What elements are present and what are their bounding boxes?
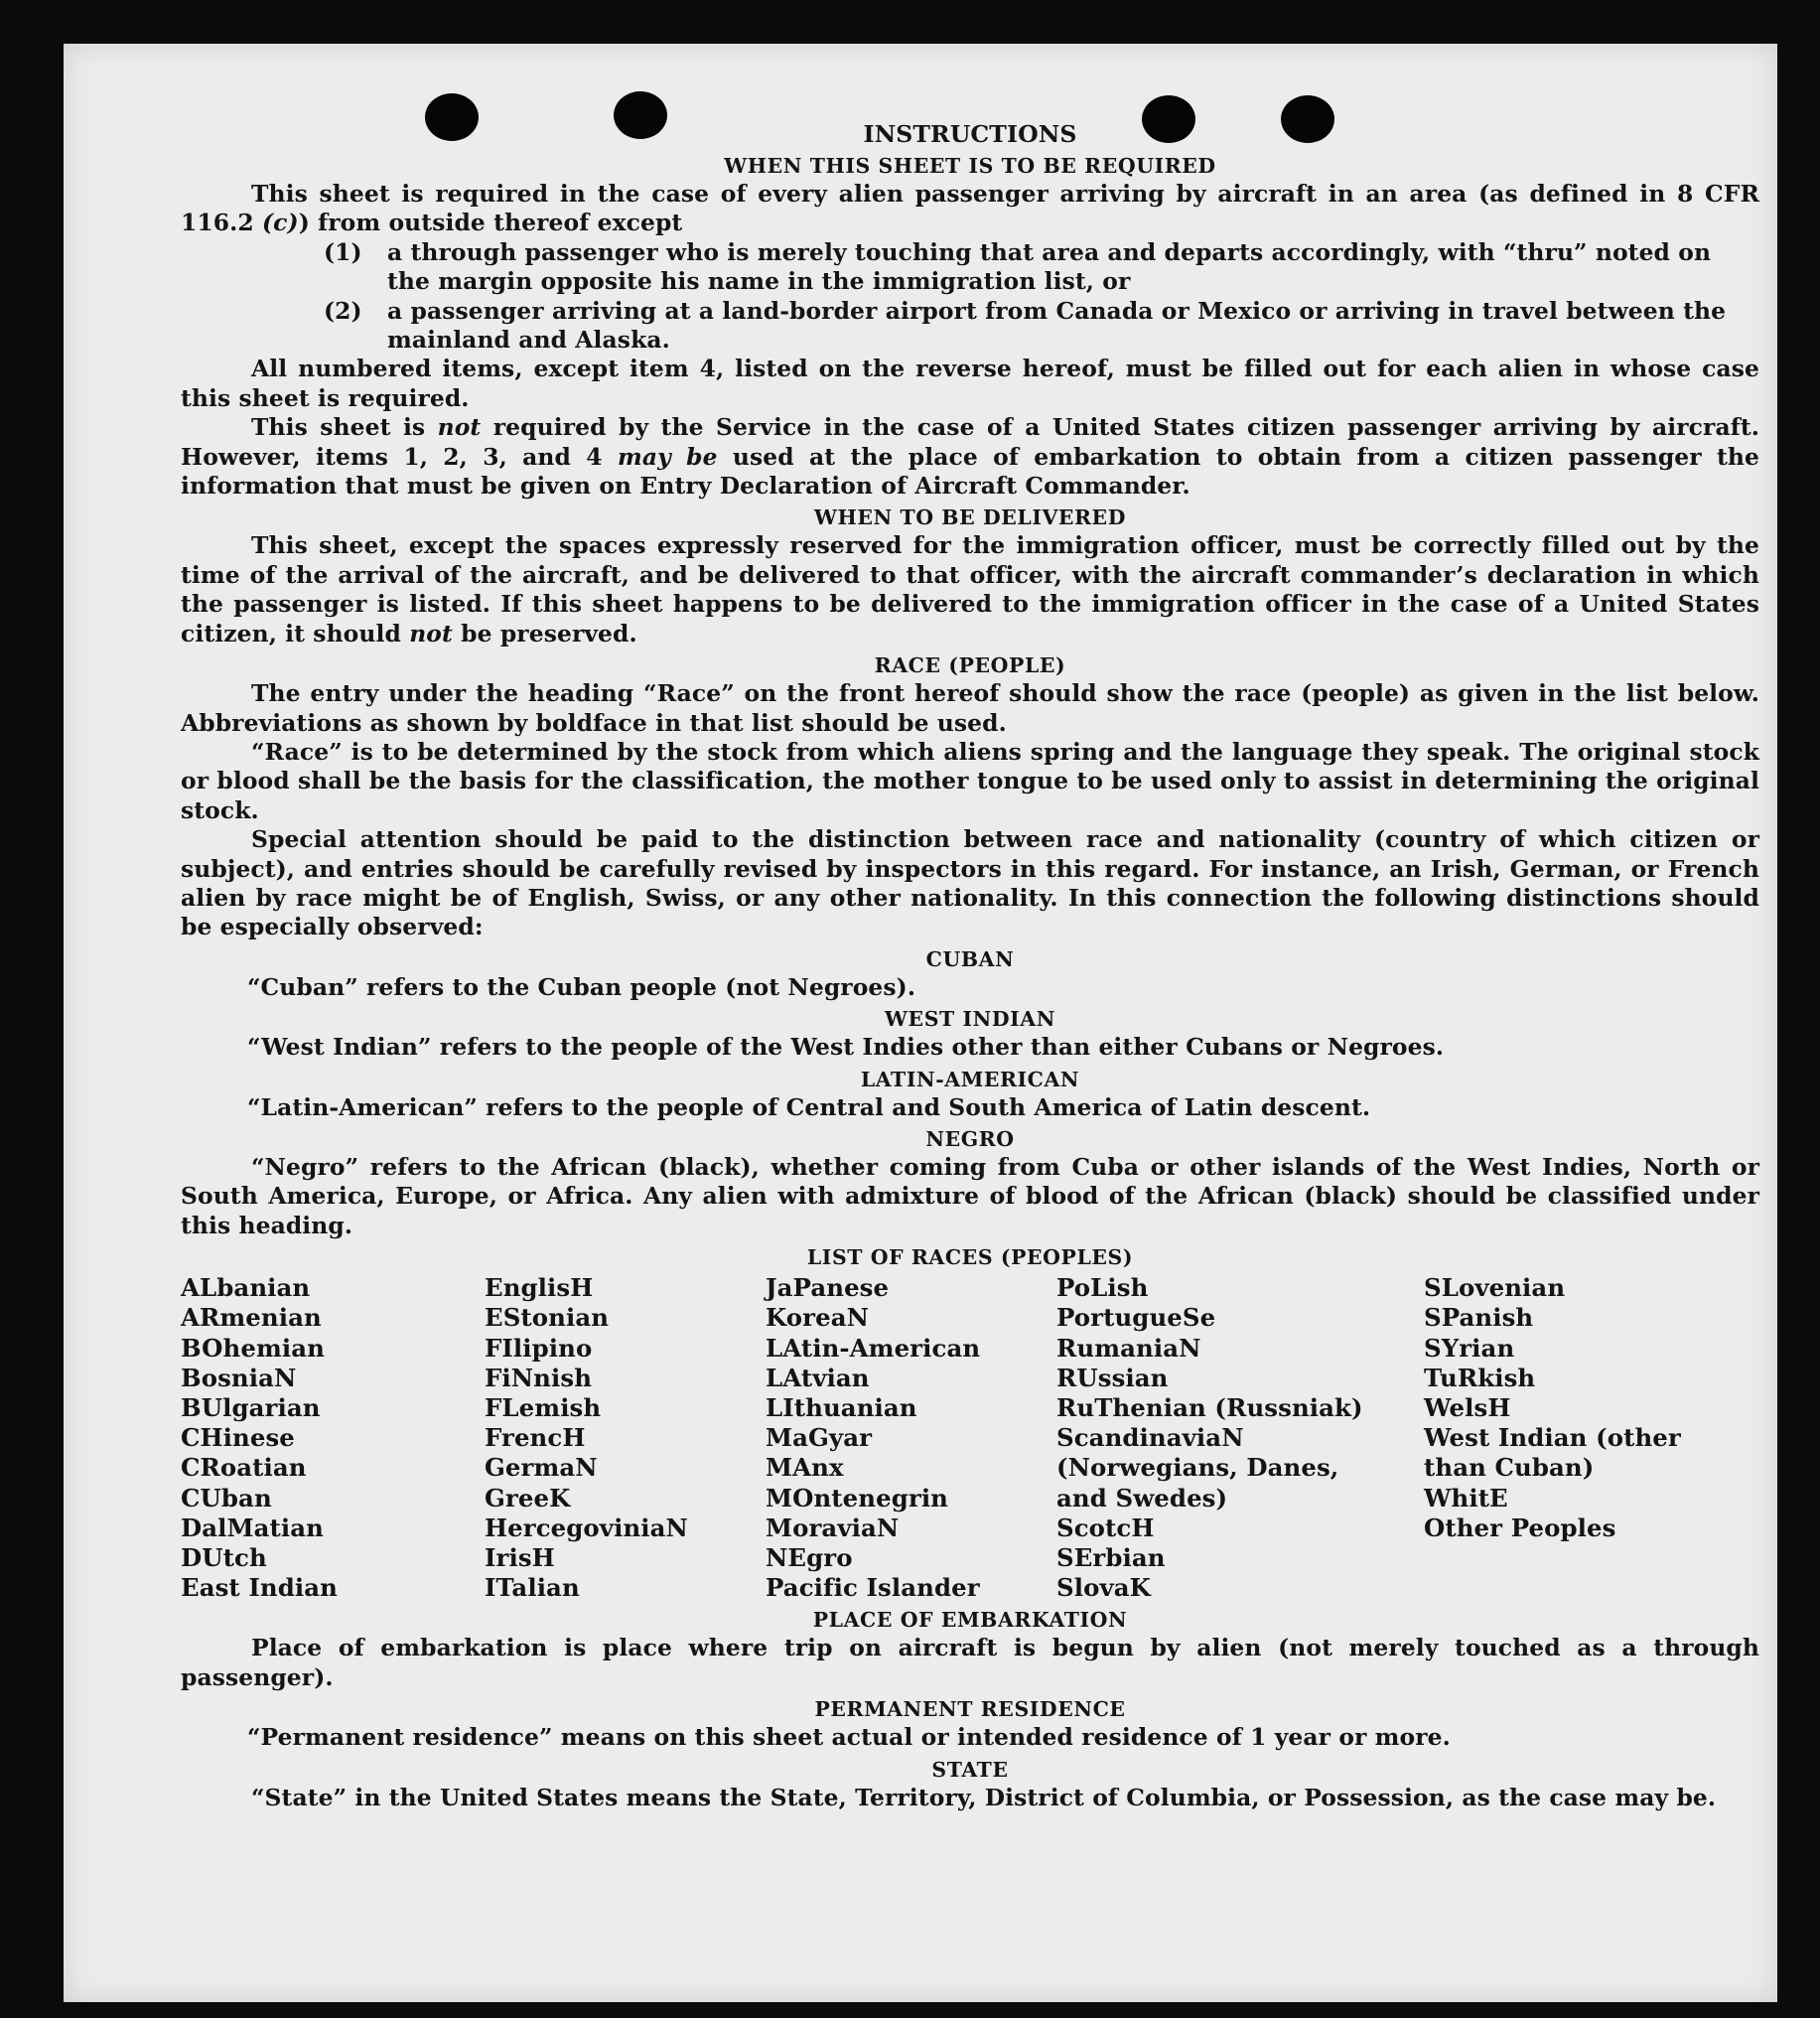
race-item: TuRkish: [1424, 1363, 1536, 1392]
race-item: SlovaK: [1056, 1573, 1151, 1603]
race-item: WhitE: [1424, 1483, 1508, 1513]
exception-item-2: (2) a passenger arriving at a land-border airport from Canada or Mexico or arriving in travel between the mainland and Alaska.: [324, 296, 1727, 355]
race-item: KoreaN: [766, 1303, 869, 1333]
races-column-4: [1056, 1273, 1424, 1603]
race-item: ARmenian: [181, 1303, 322, 1333]
race-item: LAtvian: [766, 1363, 870, 1392]
race-item: LAtin-American: [766, 1333, 981, 1363]
paragraph-race-entry: The entry under the heading “Race” on the front hereof should show the race (people) as given in the list below. Abbreviations as shown by boldface in that list should be used.: [181, 679, 1759, 737]
heading-when-required: WHEN THIS SHEET IS TO BE REQUIRED: [724, 154, 1216, 178]
heading-race: RACE (PEOPLE): [874, 653, 1066, 678]
races-column-5: [1424, 1273, 1692, 1603]
race-item: RuThenian (Russniak): [1056, 1393, 1363, 1422]
race-item: BosniaN: [181, 1363, 297, 1392]
race-item: EStonian: [485, 1303, 610, 1333]
races-list: [181, 1273, 1759, 1603]
race-item: LIthuanian: [766, 1393, 917, 1422]
race-item: PoLish: [1056, 1273, 1149, 1303]
heading-embarkation: PLACE OF EMBARKATION: [812, 1608, 1128, 1633]
instructions-body: [181, 115, 1759, 1812]
race-item: MaGyar: [766, 1423, 873, 1453]
race-item: MAnx: [766, 1453, 844, 1483]
race-item: FrencH: [485, 1423, 586, 1453]
paragraph-permanent-residence: “Permanent residence” means on this sheet actual or intended residence of 1 year or more.: [247, 1723, 1451, 1752]
race-item: SPanish: [1424, 1303, 1534, 1333]
race-item: FIlipino: [485, 1333, 593, 1363]
race-item: EnglisH: [485, 1273, 594, 1303]
race-item: FLemish: [485, 1393, 602, 1422]
definition-west-indian: “West Indian” refers to the people of the West Indies other than either Cubans or Negroes.: [247, 1033, 1445, 1062]
paragraph-embarkation: Place of embarkation is place where trip on aircraft is begun by alien (not merely touched as a through passenger).: [181, 1634, 1759, 1691]
race-item: GreeK: [485, 1483, 571, 1513]
race-item: ScotcH: [1056, 1513, 1155, 1542]
race-item: DUtch: [181, 1543, 267, 1573]
paragraph-delivery: This sheet, except the spaces expressly reserved for the immigration officer, must be correctly filled out by the time of the arrival of the aircraft, and be delivered to that officer, with the aircraft commander’s declaration in which the passenger is listed. If this sheet happens to be delivered to the immigration officer in the case of a United States citizen, it should not be preserved.: [181, 531, 1759, 648]
race-item: CUban: [181, 1483, 272, 1513]
paragraph-numbered-items: All numbered items, except item 4, listed on the reverse hereof, must be filled out for each alien in whose case this sheet is required.: [181, 355, 1759, 412]
races-column-3: [766, 1273, 1056, 1603]
paragraph-citizen: This sheet is not required by the Service in the case of a United States citizen passenger arriving by aircraft. However, items 1, 2, 3, and 4 may be used at the place of embarkation to obtain from a citizen passenger the information that must be given on Entry Declaration of Aircraft Commander.: [181, 413, 1760, 501]
races-column-1: [181, 1273, 481, 1603]
race-item: BUlgarian: [181, 1393, 321, 1422]
definition-latin-american: “Latin-American” refers to the people of Central and South America of Latin descent.: [247, 1092, 1371, 1121]
race-item: MoraviaN: [766, 1513, 900, 1542]
race-item: Other Peoples: [1424, 1513, 1616, 1542]
race-item: RUssian: [1056, 1363, 1169, 1392]
heading-permanent-residence: PERMANENT RESIDENCE: [814, 1697, 1126, 1722]
race-item: ALbanian: [181, 1273, 311, 1303]
race-item: CRoatian: [181, 1453, 307, 1483]
heading-negro: NEGRO: [925, 1126, 1015, 1151]
race-item: West Indian (other than Cuban): [1424, 1423, 1681, 1483]
heading-when-delivered: WHEN TO BE DELIVERED: [814, 505, 1126, 530]
paragraph-race-nationality: Special attention should be paid to the distinction between race and nationality (country of which citizen or subject), and entries should be carefully revised by inspectors in this regard. For instance, an Irish, German, or French alien by race might be of English, Swiss, or any other nationality. In this connection the following distinctions should be especially observed:: [181, 825, 1759, 941]
race-item: NEgro: [766, 1543, 853, 1573]
race-item: BOhemian: [181, 1333, 325, 1363]
paragraph-race-stock: “Race” is to be determined by the stock from which aliens spring and the language they speak. The original stock or blood shall be the basis for the classification, the mother tongue to be used only to assist in determining the original stock.: [181, 737, 1759, 824]
heading-cuban: CUBAN: [925, 946, 1015, 971]
heading-state: STATE: [931, 1757, 1009, 1782]
race-item: DalMatian: [181, 1513, 324, 1542]
heading-west-indian: WEST INDIAN: [885, 1007, 1055, 1032]
document-sheet: [64, 44, 1777, 2002]
race-item: ScandinaviaN (Norwegians, Danes, and Swedes): [1056, 1423, 1339, 1513]
race-item: SLovenian: [1424, 1273, 1566, 1303]
paragraph-requirement: This sheet is required in the case of every alien passenger arriving by aircraft in an area (as defined in 8 CFR 116.2 (c)) from outside thereof except: [181, 180, 1759, 237]
race-item: SYrian: [1424, 1333, 1515, 1363]
definition-negro: “Negro” refers to the African (black), whether coming from Cuba or other islands of the West Indies, North or South America, Europe, or Africa. Any alien with admixture of blood of the African (black) should be classified under this heading.: [181, 1152, 1759, 1239]
heading-list-of-races: LIST OF RACES (PEOPLES): [806, 1245, 1134, 1270]
race-item: CHinese: [181, 1423, 295, 1453]
race-item: IrisH: [485, 1543, 555, 1573]
page-title: INSTRUCTIONS: [863, 120, 1077, 148]
race-item: HercegoviniaN: [485, 1513, 688, 1542]
race-item: GermaN: [485, 1453, 598, 1483]
exception-item-1: (1) a through passenger who is merely touching that area and departs accordingly, with “thru” noted on the margin opposite his name in the immigration list, or: [324, 237, 1712, 296]
race-item: MOntenegrin: [766, 1483, 949, 1513]
race-item: East Indian: [181, 1573, 338, 1603]
race-item: RumaniaN: [1056, 1333, 1201, 1363]
definition-cuban: “Cuban” refers to the Cuban people (not Negroes).: [247, 972, 916, 1001]
race-item: FiNnish: [485, 1363, 593, 1392]
race-item: PortugueSe: [1056, 1303, 1216, 1333]
heading-latin-american: LATIN-AMERICAN: [860, 1067, 1080, 1091]
race-item: JaPanese: [766, 1273, 890, 1303]
races-column-2: [481, 1273, 766, 1603]
paragraph-state: “State” in the United States means the State, Territory, District of Columbia, or Possession, as the case may be.: [251, 1783, 1717, 1811]
race-item: Pacific Islander: [766, 1573, 980, 1603]
race-item: SErbian: [1056, 1543, 1166, 1573]
race-item: WelsH: [1424, 1393, 1511, 1422]
race-item: ITalian: [485, 1573, 580, 1603]
